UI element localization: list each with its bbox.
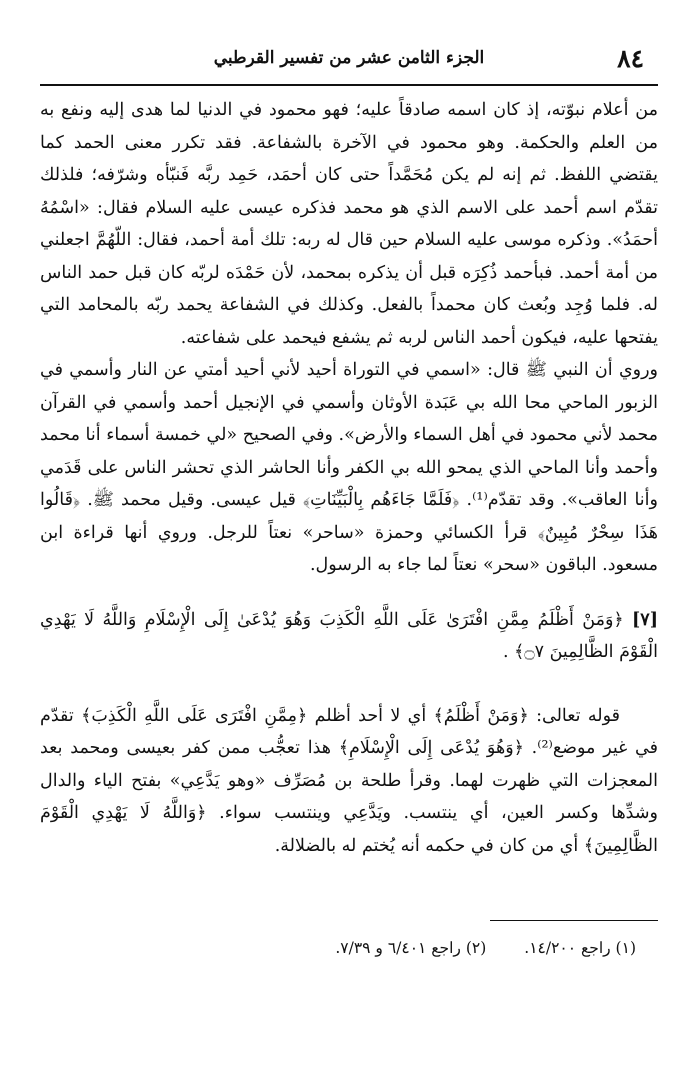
footnotes: [40, 939, 658, 957]
verse-number: [٧]: [632, 609, 658, 630]
page-number: ٨٤: [617, 44, 644, 73]
footnote: (٢) راجع ٦/٤٠١ و ٧/٣٩.: [335, 939, 487, 957]
footnote-rule: [490, 920, 658, 921]
verse-text: ﴿وَمَنْ أَظْلَمُ مِمَّنِ افْتَرَىٰ عَلَى اللَّهِ الْكَذِبَ وَهُوَ يُدْعَىٰ إِلَى الْإِسْلَامِ وَاللَّهُ لَا يَهْدِي الْقَوْمَ الظَّالِمِينَ ۝٧﴾ .: [40, 609, 658, 662]
header-rule: [40, 84, 658, 86]
running-title: الجزء الثامن عشر من تفسير القرطبي: [213, 48, 485, 68]
body-text: [40, 94, 658, 582]
verse-block: [40, 604, 658, 668]
page-header: [40, 40, 658, 80]
paragraph: وروي أن النبي ﷺ قال: «اسمي في التوراة أحيد لأني أحيد أمتي عن النار وأسمي في الزبور الماحي محا الله بي عَبَدة الأوثان وأسمي في الإنجيل أحمد وأسمي في القرآن محمد لأني محمود في أهل السماء والأرض». وفي الصحيح «لي خمسة أسماء أنا محمد وأحمد وأنا الماحي الذي يمحو الله بي الكفر وأنا الحاشر الذي تحشر الناس على قَدَمي وأنا العاقب». وقد تقدّم⁽¹⁾. ﴿فَلَمَّا جَاءَهُم بِالْبَيِّنَاتِ﴾ قيل عيسى. وقيل محمد ﷺ. ﴿قَالُوا هَذَا سِحْرٌ مُبِينٌ﴾ قرأ الكسائي وحمزة «ساحر» نعتاً للرجل. وروي أنها قراءة ابن مسعود. الباقون «سحر» نعتاً لما جاء به الرسول.: [40, 360, 658, 575]
footnote: (١) راجع ١٤/٢٠٠.: [524, 939, 636, 957]
commentary-paragraph: قوله تعالى: ﴿وَمَنْ أَظْلَمُ﴾ أي لا أحد أظلم ﴿مِمَّنِ افْتَرَى عَلَى اللَّهِ الْكَذِبَ﴾ تقدّم في غير موضع⁽²⁾. ﴿وَهُوَ يُدْعَى إِلَى الْإِسْلَامِ﴾ هذا تعجُّب ممن كفر بعيسى ومحمد بعد المعجزات التي ظهرت لهما. وقرأ طلحة بن مُصَرِّف «وهو يَدَّعِي» بفتح الياء والدال وشدِّها وكسر العين، أي ينتسب. ويَدَّعِي وينتسب سواء. ﴿وَاللَّهُ لَا يَهْدِي الْقَوْمَ الظَّالِمِينَ﴾ أي من كان في حكمه أنه يُختم له بالضلالة.: [40, 705, 658, 856]
paragraph: من أعلام نبوّته، إذ كان اسمه صادقاً عليه؛ فهو محمود في الدنيا لما هدى إليه ونفع به من العلم والحكمة. وهو محمود في الآخرة بالشفاعة. فقد تكرر معنى الحمد كما يقتضي اللفظ. ثم إنه لم يكن مُحَمَّداً حتى كان أحمَد، حَمِد ربَّه فَنبّأه وشرّفه؛ فلذلك تقدّم اسم أحمد على الاسم الذي هو محمد فذكره عيسى عليه السلام فقال: «اسْمُهُ أحمَدُ». وذكره موسى عليه السلام حين قال له ربه: تلك أمة أحمد، فقال: اللّهُمَّ اجعلني من أمة أحمد. فبأحمد ذُكِرَه قبل أن يذكره بمحمد، لأن حَمْدَه لربّه كان قبل حمد الناس له. فلما وُجِد وبُعث كان محمداً بالفعل. وكذلك في الشفاعة يحمد ربّه بالمحامد التي يفتحها عليه، فيكون أحمد الناس لربه ثم يشفع فيحمد على شفاعته.: [40, 100, 658, 348]
